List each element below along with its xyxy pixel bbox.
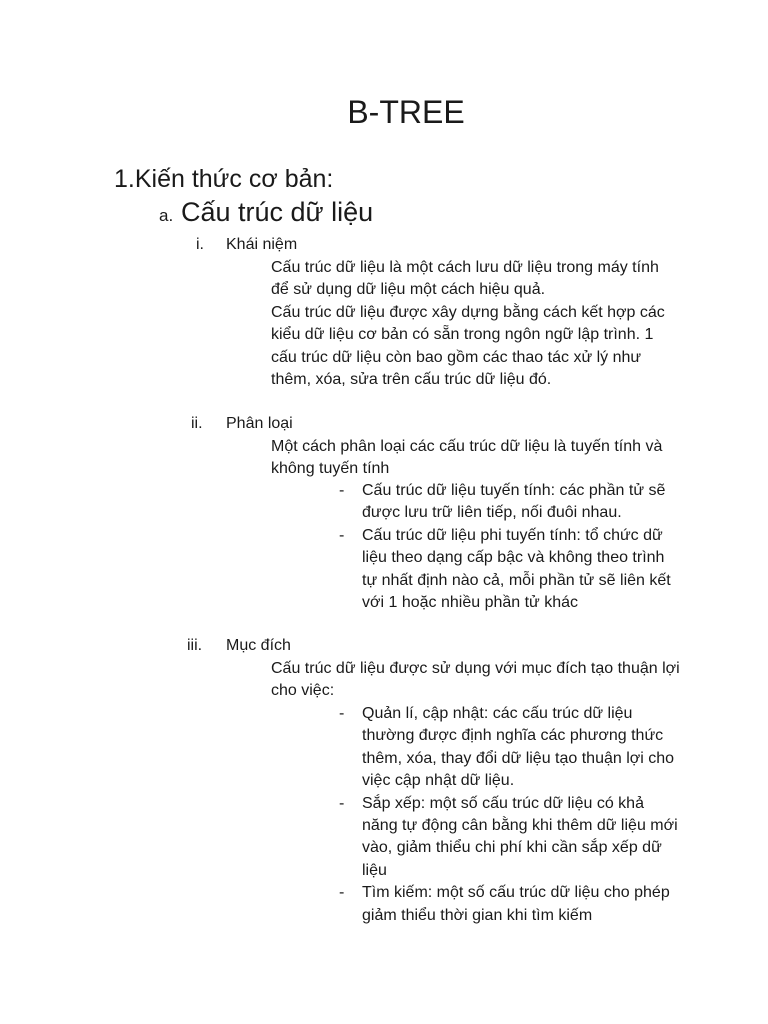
list-item [336, 793, 681, 883]
list-item-text: Quản lí, cập nhật: các cấu trúc dữ liệu thường được định nghĩa các phương thức thêm, xóa, thay đổi dữ liệu tạo thuận lợi cho việc cập nhật dữ liệu. [362, 705, 675, 790]
paragraph: Cấu trúc dữ liệu được xây dựng bằng cách kết hợp các kiểu dữ liệu cơ bản có sẵn trong ngôn ngữ lập trình. 1 cấu trúc dữ liệu còn bao gồm các thao tác xử lý như thêm, xóa, sửa trên cấu trúc dữ liệu đó. [271, 304, 665, 389]
bullet-list-classification [336, 480, 681, 614]
list-item-text: Cấu trúc dữ liệu phi tuyến tính: tổ chức dữ liệu theo dạng cấp bậc và không theo trình tự nhất định nào cả, mỗi phần tử sẽ liên kết với 1 hoặc nhiều phần tử khác [362, 526, 671, 612]
paragraph: Cấu trúc dữ liệu được sử dụng với mục đích tạo thuận lợi cho việc: [271, 660, 680, 700]
section-title-classification: Phân loại [226, 415, 293, 432]
dash-marker: - [339, 482, 345, 499]
dash-marker: - [339, 884, 345, 902]
section-number: ii. [191, 415, 203, 432]
bullet-list-purpose [336, 703, 681, 927]
paragraph: Một cách phân loại các cấu trúc dữ liệu là tuyến tính và không tuyến tính [271, 438, 663, 478]
section-number: iii. [187, 637, 203, 654]
list-item [336, 525, 681, 615]
list-item-text: Cấu trúc dữ liệu tuyến tính: các phần tử sẽ được lưu trữ liên tiếp, nối đuôi nhau. [362, 482, 666, 522]
heading-basic-knowledge: 1.Kiến thức cơ bản: [114, 165, 334, 193]
document-title: B-TREE [347, 94, 465, 130]
list-item [336, 480, 681, 525]
dash-marker: - [339, 705, 345, 722]
section-label-concept [196, 234, 204, 256]
section-label-classification [191, 413, 203, 435]
dash-marker: - [339, 526, 345, 544]
list-item [336, 703, 681, 793]
heading-text: Cấu trúc dữ liệu [181, 197, 374, 227]
list-item-text: Tìm kiếm: một số cấu trúc dữ liệu cho phép giảm thiểu thời gian khi tìm kiếm [362, 884, 670, 924]
dash-marker: - [339, 794, 345, 812]
section-title-concept: Khái niệm [226, 236, 298, 253]
paragraph: Cấu trúc dữ liệu là một cách lưu dữ liệu trong máy tính để sử dụng dữ liệu một cách hiệu quả. [271, 259, 659, 299]
section-number: i. [196, 236, 204, 253]
list-item-text: Sắp xếp: một số cấu trúc dữ liệu có khả năng tự động cân bằng khi thêm dữ liệu mới vào, giảm thiểu chi phí khi cần sắp xếp dữ liệu [362, 794, 678, 879]
section-title-purpose: Mục đích [226, 637, 291, 654]
heading-data-structure [159, 197, 373, 228]
section-label-purpose [187, 635, 202, 657]
heading-marker: a. [159, 206, 174, 225]
list-item [336, 882, 681, 927]
